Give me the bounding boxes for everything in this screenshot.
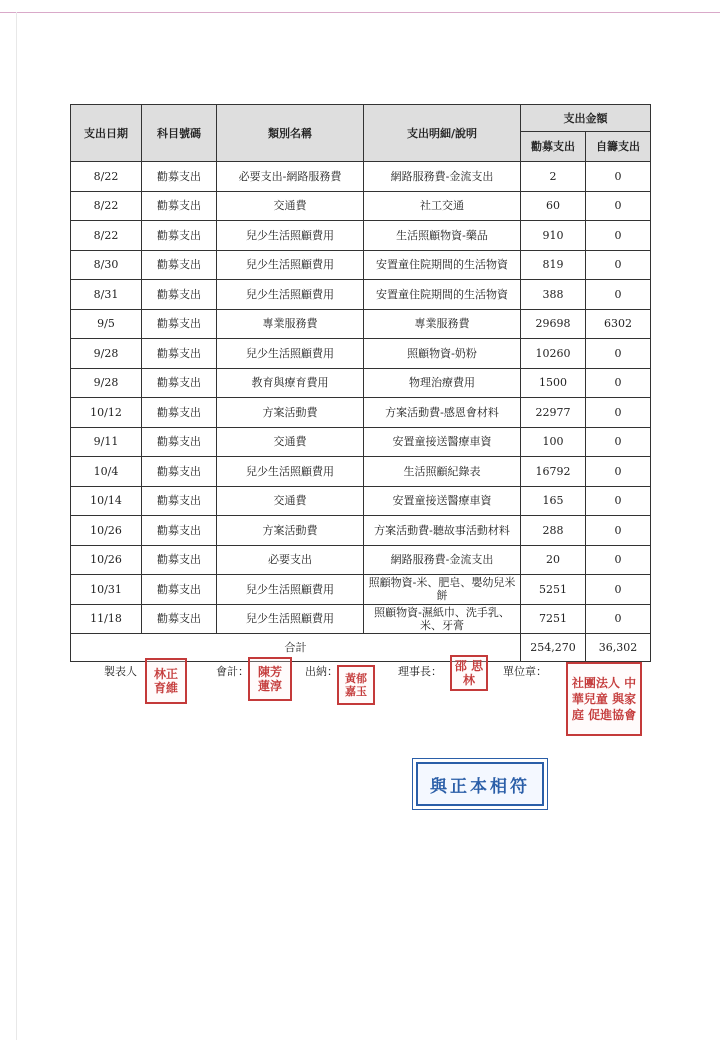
- row-donation: 5251: [521, 575, 586, 605]
- row-date: 8/22: [71, 191, 142, 221]
- row-date: 8/30: [71, 250, 142, 280]
- row-code: 勸募支出: [142, 368, 217, 398]
- row-date: 10/12: [71, 398, 142, 428]
- expense-table: [70, 104, 651, 662]
- row-detail: 安置童接送醫療車資: [364, 427, 521, 457]
- row-date: 10/26: [71, 545, 142, 575]
- row-detail: 方案活動費-聽故事活動材料: [364, 516, 521, 546]
- table-row: [71, 191, 651, 221]
- total-label: 合計: [71, 634, 521, 662]
- row-donation: 20: [521, 545, 586, 575]
- row-detail: 照顧物資-奶粉: [364, 339, 521, 369]
- row-self: 0: [586, 427, 651, 457]
- cashier-seal: 黃郁 嘉玉: [337, 665, 375, 705]
- row-self: 0: [586, 339, 651, 369]
- row-category: 交通費: [217, 191, 364, 221]
- row-self: 0: [586, 280, 651, 310]
- row-category: 交通費: [217, 486, 364, 516]
- row-category: 兒少生活照顧費用: [217, 250, 364, 280]
- row-donation: 2: [521, 162, 586, 192]
- row-category: 必要支出: [217, 545, 364, 575]
- row-detail: 安置童接送醫療車資: [364, 486, 521, 516]
- row-category: 專業服務費: [217, 309, 364, 339]
- header-category: 類別名稱: [217, 105, 364, 162]
- row-self: 0: [586, 486, 651, 516]
- row-code: 勸募支出: [142, 486, 217, 516]
- unit-seal: 社團法人 中華兒童 與家庭 促進協會: [566, 662, 642, 736]
- row-category: 兒少生活照顧費用: [217, 280, 364, 310]
- row-code: 勸募支出: [142, 516, 217, 546]
- table-row: [71, 162, 651, 192]
- preparer-seal: 林正 育維: [145, 658, 187, 704]
- header-date: 支出日期: [71, 105, 142, 162]
- row-date: 8/22: [71, 162, 142, 192]
- row-code: 勸募支出: [142, 309, 217, 339]
- row-self: 6302: [586, 309, 651, 339]
- table-row: [71, 339, 651, 369]
- header-self-funded: 自籌支出: [586, 132, 651, 162]
- page-top-border: [0, 0, 720, 13]
- total-donation: 254,270: [521, 634, 586, 662]
- table-row: [71, 545, 651, 575]
- header-donation: 勸募支出: [521, 132, 586, 162]
- row-date: 9/28: [71, 368, 142, 398]
- table-row: [71, 486, 651, 516]
- table-row: [71, 604, 651, 634]
- row-donation: 10260: [521, 339, 586, 369]
- row-self: 0: [586, 221, 651, 251]
- row-donation: 819: [521, 250, 586, 280]
- row-self: 0: [586, 398, 651, 428]
- row-detail: 方案活動費-感恩會材料: [364, 398, 521, 428]
- table-row: [71, 427, 651, 457]
- row-date: 11/18: [71, 604, 142, 634]
- row-date: 10/14: [71, 486, 142, 516]
- row-self: 0: [586, 162, 651, 192]
- row-code: 勸募支出: [142, 280, 217, 310]
- row-category: 方案活動費: [217, 516, 364, 546]
- header-code: 科目號碼: [142, 105, 217, 162]
- row-date: 9/28: [71, 339, 142, 369]
- row-date: 9/11: [71, 427, 142, 457]
- preparer-label: 製表人: [104, 665, 137, 678]
- row-detail: 社工交通: [364, 191, 521, 221]
- scan-edge: [16, 12, 17, 1040]
- table-row: [71, 250, 651, 280]
- header-amount-group: 支出金額: [521, 105, 651, 132]
- row-date: 8/31: [71, 280, 142, 310]
- row-self: 0: [586, 604, 651, 634]
- table-row: [71, 221, 651, 251]
- row-category: 兒少生活照顧費用: [217, 604, 364, 634]
- row-detail: 照顧物資-濕紙巾、洗手乳、米、牙膏: [364, 604, 521, 634]
- row-category: 必要支出-網路服務費: [217, 162, 364, 192]
- cashier-label: 出納：: [305, 665, 338, 678]
- row-self: 0: [586, 575, 651, 605]
- table-row: [71, 516, 651, 546]
- row-self: 0: [586, 191, 651, 221]
- total-self: 36,302: [586, 634, 651, 662]
- row-date: 10/4: [71, 457, 142, 487]
- row-donation: 29698: [521, 309, 586, 339]
- row-donation: 60: [521, 191, 586, 221]
- row-code: 勸募支出: [142, 339, 217, 369]
- certified-copy-stamp: 與正本相符: [416, 762, 544, 806]
- row-code: 勸募支出: [142, 250, 217, 280]
- row-detail: 專業服務費: [364, 309, 521, 339]
- row-detail: 生活照顧物資-藥品: [364, 221, 521, 251]
- row-detail: 安置童住院期間的生活物資: [364, 250, 521, 280]
- table-row: [71, 457, 651, 487]
- row-detail: 安置童住院期間的生活物資: [364, 280, 521, 310]
- row-donation: 288: [521, 516, 586, 546]
- row-code: 勸募支出: [142, 427, 217, 457]
- row-self: 0: [586, 545, 651, 575]
- row-donation: 388: [521, 280, 586, 310]
- row-date: 8/22: [71, 221, 142, 251]
- chairman-label: 理事長：: [398, 665, 442, 678]
- row-donation: 22977: [521, 398, 586, 428]
- row-category: 教育與療育費用: [217, 368, 364, 398]
- row-self: 0: [586, 516, 651, 546]
- row-detail: 生活照顧紀錄表: [364, 457, 521, 487]
- row-date: 9/5: [71, 309, 142, 339]
- accountant-label: 會計：: [216, 665, 249, 678]
- row-self: 0: [586, 457, 651, 487]
- unit-seal-label: 單位章：: [503, 665, 547, 678]
- row-self: 0: [586, 368, 651, 398]
- row-code: 勸募支出: [142, 604, 217, 634]
- row-detail: 物理治療費用: [364, 368, 521, 398]
- row-code: 勸募支出: [142, 221, 217, 251]
- row-self: 0: [586, 250, 651, 280]
- row-date: 10/26: [71, 516, 142, 546]
- row-code: 勸募支出: [142, 191, 217, 221]
- row-detail: 網路服務費-金流支出: [364, 545, 521, 575]
- row-code: 勸募支出: [142, 575, 217, 605]
- row-donation: 165: [521, 486, 586, 516]
- row-code: 勸募支出: [142, 398, 217, 428]
- table-row: [71, 575, 651, 605]
- row-donation: 1500: [521, 368, 586, 398]
- row-category: 方案活動費: [217, 398, 364, 428]
- row-code: 勸募支出: [142, 545, 217, 575]
- header-detail: 支出明細/說明: [364, 105, 521, 162]
- row-category: 交通費: [217, 427, 364, 457]
- row-donation: 910: [521, 221, 586, 251]
- row-donation: 7251: [521, 604, 586, 634]
- accountant-seal: 陳芳 蓮淳: [248, 657, 292, 701]
- table-row: [71, 398, 651, 428]
- row-donation: 16792: [521, 457, 586, 487]
- row-donation: 100: [521, 427, 586, 457]
- row-code: 勸募支出: [142, 457, 217, 487]
- row-category: 兒少生活照顧費用: [217, 221, 364, 251]
- row-category: 兒少生活照顧費用: [217, 339, 364, 369]
- table-row: [71, 280, 651, 310]
- table-row: [71, 368, 651, 398]
- row-category: 兒少生活照顧費用: [217, 457, 364, 487]
- row-detail: 照顧物資-米、肥皂、嬰幼兒米餅: [364, 575, 521, 605]
- row-detail: 網路服務費-金流支出: [364, 162, 521, 192]
- row-category: 兒少生活照顧費用: [217, 575, 364, 605]
- chairman-seal: 邵 思林: [450, 655, 488, 691]
- row-date: 10/31: [71, 575, 142, 605]
- row-code: 勸募支出: [142, 162, 217, 192]
- table-row: [71, 309, 651, 339]
